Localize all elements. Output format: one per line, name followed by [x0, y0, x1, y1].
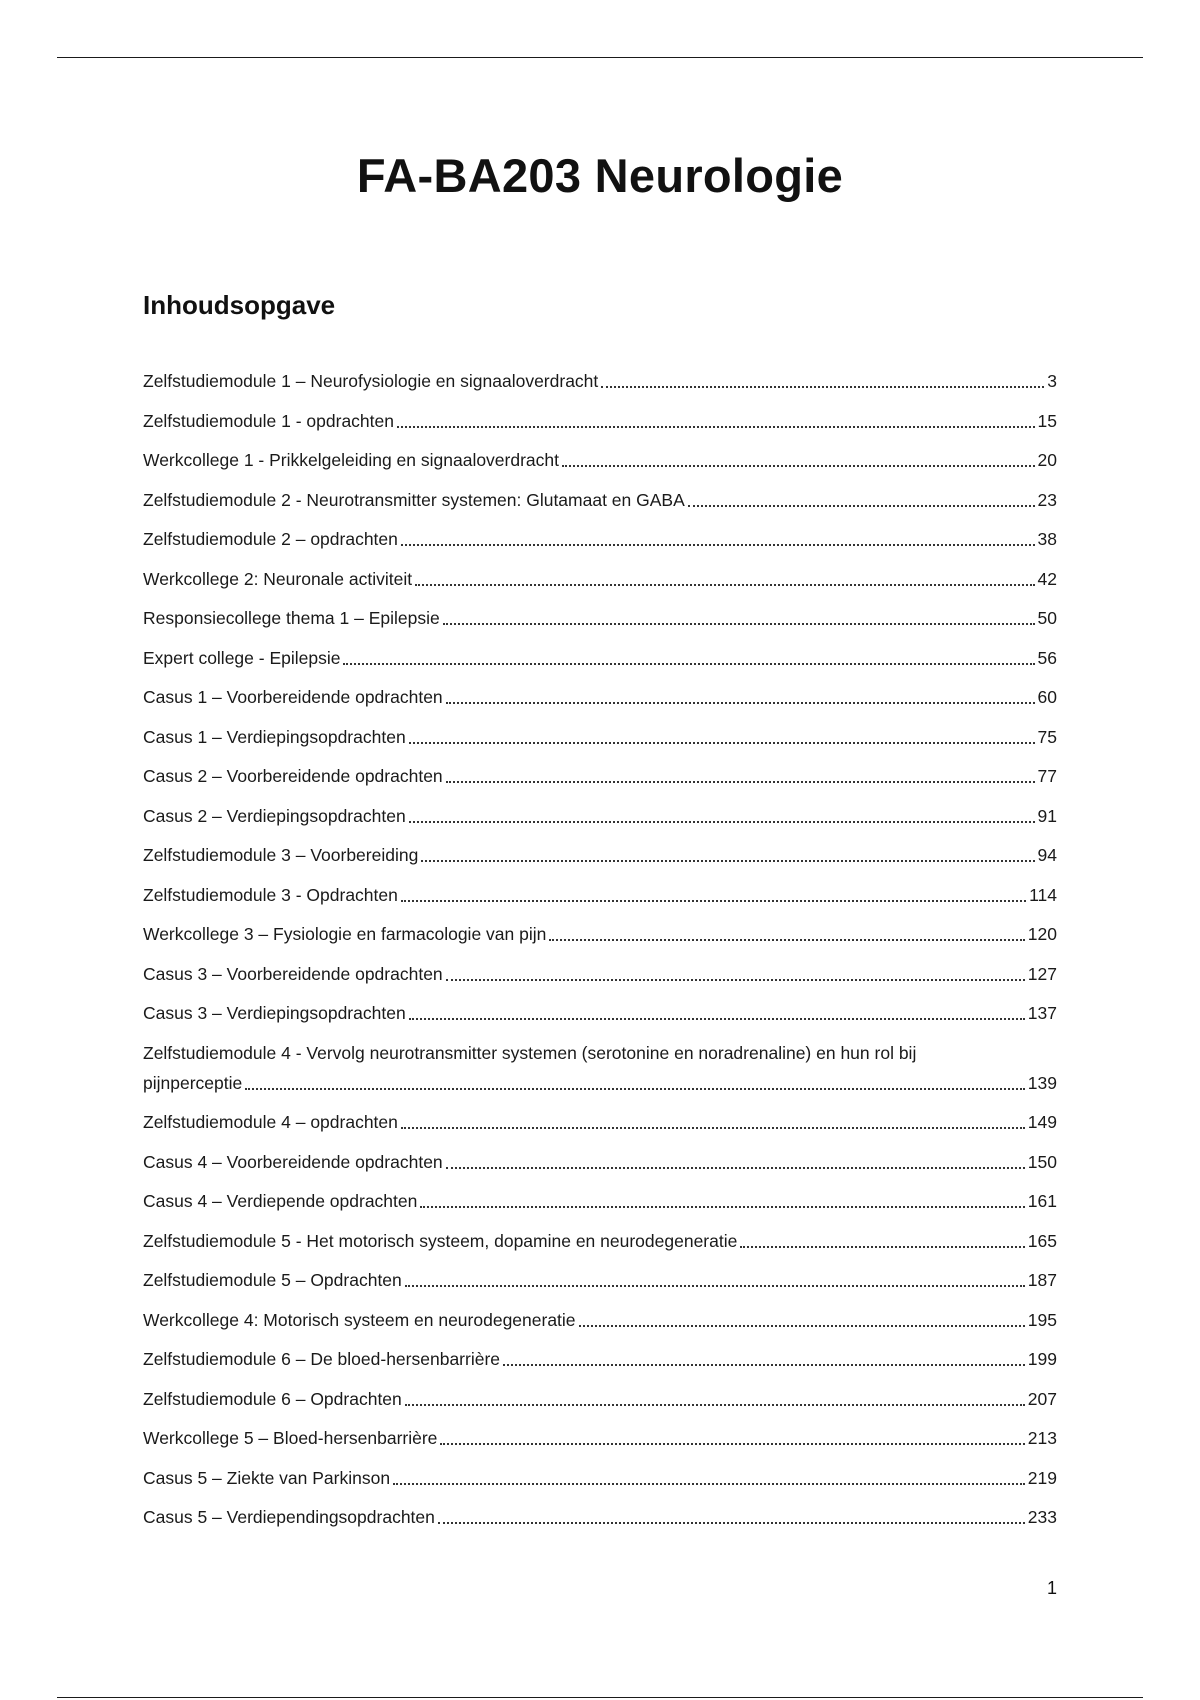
toc-entry-page: 120 — [1027, 924, 1057, 944]
toc-entry-title: Werkcollege 3 – Fysiologie en farmacologie van pijn — [143, 924, 547, 944]
dot-leader — [421, 860, 1034, 862]
toc-entry-page: 91 — [1037, 805, 1057, 826]
header-rule — [57, 57, 1143, 58]
dot-leader — [245, 1088, 1025, 1090]
dot-leader — [503, 1364, 1025, 1366]
toc-entry-title-continued: pijnperceptie — [143, 1072, 243, 1093]
toc-entry-page: 127 — [1027, 963, 1057, 984]
toc-entry-title: Casus 5 – Ziekte van Parkinson — [143, 1467, 391, 1488]
dot-leader — [409, 821, 1035, 823]
toc-entry[interactable] — [143, 1344, 1057, 1374]
toc-entry-page: 3 — [1047, 371, 1057, 391]
dot-leader — [446, 702, 1035, 704]
toc-entry[interactable] — [143, 406, 1057, 436]
dot-leader — [446, 979, 1025, 981]
toc-entry-page: 137 — [1027, 1003, 1057, 1023]
toc-entry-page: 149 — [1027, 1112, 1057, 1132]
toc-entry[interactable] — [143, 761, 1057, 791]
page-number: 1 — [1046, 1578, 1057, 1598]
dot-leader — [401, 544, 1035, 546]
toc-entry-title: Zelfstudiemodule 6 – De bloed-hersenbarrière — [143, 1349, 501, 1369]
toc-entry-page: 23 — [1037, 489, 1057, 510]
toc-entry-title: Werkcollege 4: Motorisch systeem en neurodegeneratie — [143, 1309, 576, 1330]
toc-entry-title: Casus 4 – Verdiepende opdrachten — [143, 1191, 418, 1211]
toc-entry-title: Zelfstudiemodule 2 – opdrachten — [143, 529, 398, 549]
toc-entry[interactable] — [143, 366, 1057, 396]
dot-leader — [562, 465, 1035, 467]
dot-leader — [440, 1443, 1024, 1445]
dot-leader — [409, 742, 1035, 744]
toc-heading: Inhoudsopgave — [143, 290, 336, 320]
toc-entry-title: Werkcollege 2: Neuronale activiteit — [143, 568, 413, 589]
toc-entry-page: 77 — [1037, 766, 1057, 786]
dot-leader — [688, 505, 1035, 507]
toc-entry[interactable] — [143, 682, 1057, 712]
dot-leader — [405, 1285, 1025, 1287]
footer-rule — [57, 1697, 1143, 1698]
toc-entry[interactable] — [143, 840, 1057, 870]
toc-entry-page: 150 — [1027, 1151, 1057, 1172]
toc-entry-title: Casus 1 – Voorbereidende opdrachten — [143, 687, 443, 707]
toc-entry[interactable] — [143, 1423, 1057, 1453]
toc-entry[interactable] — [143, 643, 1057, 673]
toc-entry[interactable] — [143, 1305, 1057, 1335]
toc-entry-page: 219 — [1027, 1467, 1057, 1488]
dot-leader — [415, 584, 1034, 586]
toc-entry-page: 20 — [1037, 450, 1057, 470]
toc-entry-title: Casus 1 – Verdiepingsopdrachten — [143, 726, 406, 747]
toc-entry[interactable] — [143, 1463, 1057, 1493]
toc-entry-title: Zelfstudiemodule 5 – Opdrachten — [143, 1270, 402, 1290]
document-title: FA-BA203 Neurologie — [356, 149, 844, 202]
toc-entry-page: 233 — [1027, 1507, 1057, 1527]
toc-entry[interactable] — [143, 1384, 1057, 1414]
toc-entry-title: Casus 2 – Verdiepingsopdrachten — [143, 805, 406, 826]
toc-entry-page: 56 — [1037, 647, 1057, 668]
toc-entry-title: Zelfstudiemodule 3 – Voorbereiding — [143, 845, 419, 865]
toc-entry-title: Zelfstudiemodule 6 – Opdrachten — [143, 1388, 402, 1409]
toc-entry-page: 187 — [1027, 1270, 1057, 1290]
dot-leader — [397, 426, 1035, 428]
toc-entry[interactable] — [143, 1147, 1057, 1177]
table-of-contents — [143, 366, 1057, 1542]
dot-leader — [579, 1325, 1025, 1327]
dot-leader — [446, 781, 1035, 783]
dot-leader — [549, 939, 1024, 941]
toc-entry[interactable] — [143, 445, 1057, 475]
toc-entry-title: Casus 5 – Verdiependingsopdrachten — [143, 1507, 435, 1527]
toc-entry[interactable] — [143, 801, 1057, 831]
dot-leader — [401, 1127, 1025, 1129]
toc-entry[interactable] — [143, 1265, 1057, 1295]
toc-entry-page: 213 — [1027, 1428, 1057, 1448]
toc-entry-title: Werkcollege 1 - Prikkelgeleiding en signaaloverdracht — [143, 450, 560, 470]
toc-entry-page: 15 — [1037, 410, 1057, 431]
dot-leader — [405, 1404, 1025, 1406]
toc-entry-page: 165 — [1027, 1230, 1057, 1251]
toc-entry[interactable] — [143, 1502, 1057, 1532]
toc-entry-page: 114 — [1029, 884, 1057, 905]
dot-leader — [740, 1246, 1024, 1248]
toc-entry-title: Werkcollege 5 – Bloed-hersenbarrière — [143, 1428, 438, 1448]
toc-entry-page: 38 — [1037, 529, 1057, 549]
dot-leader — [343, 663, 1034, 665]
toc-entry-page: 199 — [1027, 1349, 1057, 1369]
toc-entry[interactable] — [143, 1186, 1057, 1216]
dot-leader — [401, 900, 1026, 902]
toc-entry[interactable] — [143, 959, 1057, 989]
toc-entry-page: 75 — [1037, 726, 1057, 747]
toc-entry-title: Zelfstudiemodule 5 - Het motorisch systeem, dopamine en neurodegeneratie — [143, 1230, 738, 1251]
toc-entry[interactable] — [143, 1038, 1057, 1098]
toc-entry[interactable] — [143, 1107, 1057, 1137]
toc-entry[interactable] — [143, 564, 1057, 594]
toc-entry-title: Zelfstudiemodule 2 - Neurotransmitter systemen: Glutamaat en GABA — [143, 489, 685, 510]
toc-entry-page: 139 — [1027, 1072, 1057, 1093]
toc-entry-title: Casus 3 – Verdiepingsopdrachten — [143, 1003, 406, 1023]
toc-entry-page: 60 — [1037, 687, 1057, 707]
toc-entry-title: Zelfstudiemodule 4 – opdrachten — [143, 1112, 398, 1132]
toc-entry-page: 94 — [1037, 845, 1057, 865]
dot-leader — [393, 1483, 1025, 1485]
dot-leader — [443, 623, 1035, 625]
toc-entry[interactable] — [143, 998, 1057, 1028]
toc-entry-title: Zelfstudiemodule 3 - Opdrachten — [143, 884, 398, 905]
toc-entry-page: 195 — [1027, 1309, 1057, 1330]
toc-entry-page: 161 — [1027, 1191, 1057, 1211]
toc-entry-title: Casus 3 – Voorbereidende opdrachten — [143, 963, 443, 984]
dot-leader — [420, 1206, 1024, 1208]
toc-entry-page: 207 — [1027, 1388, 1057, 1409]
toc-entry[interactable] — [143, 722, 1057, 752]
toc-entry[interactable] — [143, 919, 1057, 949]
toc-entry[interactable] — [143, 603, 1057, 633]
toc-entry-page: 42 — [1037, 568, 1057, 589]
toc-entry[interactable] — [143, 524, 1057, 554]
toc-entry-title: Responsiecollege thema 1 – Epilepsie — [143, 608, 440, 628]
toc-entry-title: Expert college - Epilepsie — [143, 647, 341, 668]
dot-leader — [409, 1018, 1025, 1020]
dot-leader — [601, 386, 1044, 388]
toc-entry-title: Zelfstudiemodule 4 - Vervolg neurotransmitter systemen (serotonine en noradrenaline) en hun rol bij — [143, 1042, 917, 1063]
toc-entry-title: Zelfstudiemodule 1 - opdrachten — [143, 410, 394, 431]
toc-entry[interactable] — [143, 1226, 1057, 1256]
toc-entry-page: 50 — [1037, 608, 1057, 628]
dot-leader — [446, 1167, 1025, 1169]
toc-entry[interactable] — [143, 485, 1057, 515]
dot-leader — [438, 1522, 1025, 1524]
toc-entry-title: Casus 2 – Voorbereidende opdrachten — [143, 766, 443, 786]
toc-entry[interactable] — [143, 880, 1057, 910]
toc-entry-title: Casus 4 – Voorbereidende opdrachten — [143, 1151, 443, 1172]
toc-entry-title: Zelfstudiemodule 1 – Neurofysiologie en signaaloverdracht — [143, 371, 599, 391]
